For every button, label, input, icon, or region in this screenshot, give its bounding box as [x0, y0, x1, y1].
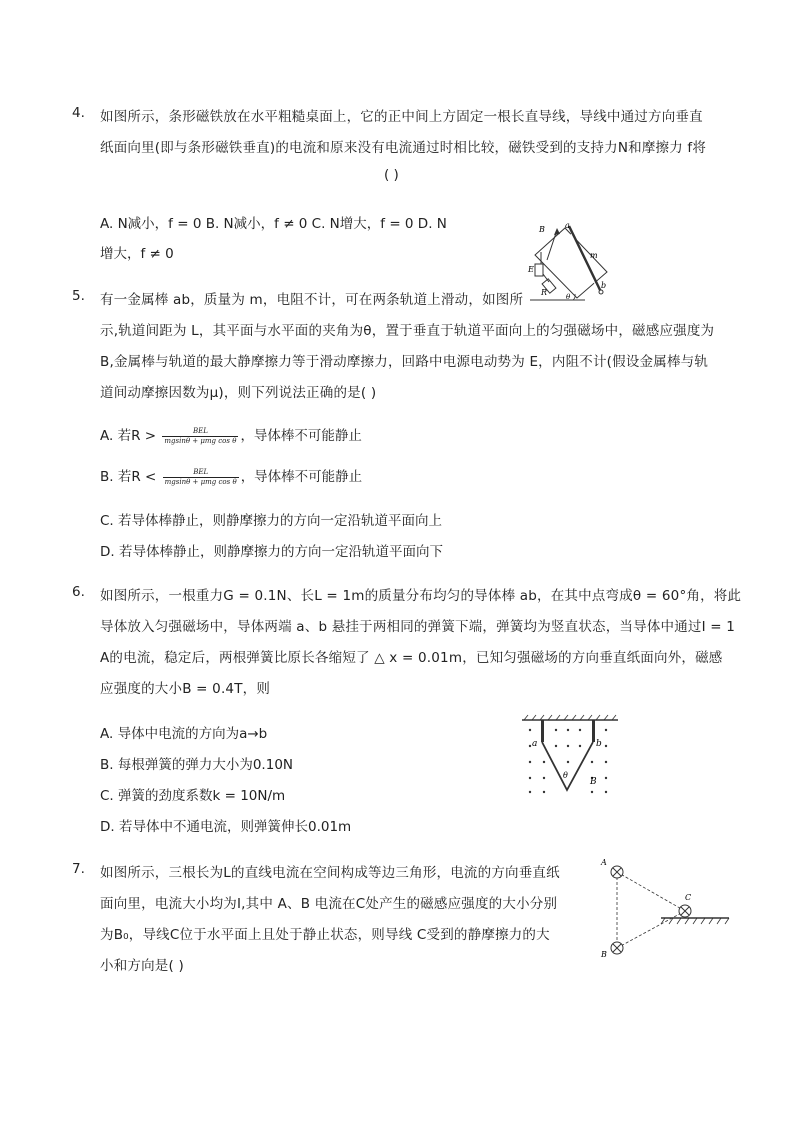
q6-stem-line4: 应强度的大小B = 0.4T，则 [100, 681, 271, 697]
q7-triangle-figure [597, 855, 732, 965]
fig-label-a: a [565, 221, 570, 230]
fig-label-b: b [596, 739, 602, 749]
fig-label-a: a [532, 739, 538, 749]
q6-number: 6. [72, 584, 85, 600]
fig-label-m: m [590, 251, 598, 260]
q4-stem-line2: 纸面向里(即与条形磁铁垂直)的电流和原来没有电流通过时相比较，磁铁受到的支持力N和摩擦力 f将 [100, 140, 707, 156]
q4-answer-bracket: ( ) [384, 167, 399, 183]
q4-number: 4. [72, 105, 85, 121]
fig-label-E: E [528, 265, 534, 274]
q5-stem-line1: 有一金属棒 ab，质量为 m，电阻不计，可在两条轨道上滑动，如图所 [100, 292, 524, 308]
q6-option-a: A. 导体中电流的方向为a→b [100, 726, 268, 742]
q5-option-a-prefix: A. 若R > [100, 428, 157, 444]
q6-stem-line1: 如图所示，一根重力G = 0.1N、长L = 1m的质量分布均匀的导体棒 ab，在其中点弯成θ = 60°角，将此 [100, 588, 742, 604]
q5-option-b-fraction: $\frac{\text{BEL}}{\text{mgsinθ + μmg cos θ}}$ [164, 467, 237, 486]
q5-option-a-text: ，导体棒不可能静止 [240, 428, 362, 444]
q5-number: 5. [72, 288, 85, 304]
q4-options-line1: A. N减小，f = 0 B. N减小，f ≠ 0 C. N增大，f = 0 D. N [100, 216, 447, 232]
fig-label-b: b [601, 281, 607, 290]
q5-stem-line4: 道间动摩擦因数为μ)，则下列说法正确的是( ) [100, 385, 377, 401]
fig-label-B: B [590, 777, 597, 787]
q6-option-c: C. 弹簧的劲度系数k = 10N/m [100, 788, 286, 804]
fig-label-B: B [539, 225, 545, 234]
q6-option-b: B. 每根弹簧的弹力大小为0.10N [100, 757, 294, 773]
fig-label-theta: θ [563, 771, 568, 780]
q5-rail-figure [525, 220, 615, 305]
q5-option-b-prefix: B. 若R < [100, 469, 157, 485]
q7-stem-line1: 如图所示，三根长为L的直线电流在空间构成等边三角形，电流的方向垂直纸 [100, 865, 560, 881]
q5-stem-line3: B,金属棒与轨道的最大静摩擦力等于滑动摩擦力，回路中电源电动势为 E，内阻不计(假设金属棒与轨 [100, 354, 709, 370]
fig-label-theta: θ [566, 293, 571, 301]
q5-option-a-fraction: $\frac{\text{BEL}}{\text{mgsinθ + μmg cos θ}}$ [164, 426, 237, 445]
q5-option-b-text: ，导体棒不可能静止 [240, 469, 363, 485]
q7-stem-line2: 面向里，电流大小均为I,其中 A、B 电流在C处产生的磁感应强度的大小分别 [100, 896, 558, 912]
q5-option-c: C. 若导体棒静止，则静摩擦力的方向一定沿轨道平面向上 [100, 513, 443, 529]
fig-label-B: B [601, 950, 607, 959]
fig-label-C: C [685, 893, 692, 902]
q6-stem-line2: 导体放入匀强磁场中，导体两端 a、b 悬挂于两相同的弹簧下端，弹簧均为竖直状态，当导体中通过I = 1 [100, 619, 736, 635]
q6-option-d: D. 若导体中不通电流，则弹簧伸长0.01m [100, 819, 352, 835]
fig-label-R: R [541, 288, 548, 297]
q5-option-a [100, 424, 362, 446]
q7-stem-line3: 为B₀，导线C位于水平面上且处于静止状态，则导线 C受到的静摩擦力的大 [100, 927, 550, 943]
q5-stem-line2: 示,轨道间距为 L，其平面与水平面的夹角为θ，置于垂直于轨道平面向上的匀强磁场中，磁感应强度为 [100, 323, 715, 339]
q7-stem-line4: 小和方向是( ) [100, 958, 184, 974]
q6-spring-figure [520, 714, 620, 796]
fig-label-A: A [601, 858, 607, 867]
q5-option-b [100, 465, 362, 487]
q7-number: 7. [72, 861, 85, 877]
q5-option-d: D. 若导体棒静止，则静摩擦力的方向一定沿轨道平面向下 [100, 544, 443, 560]
q4-options-line2: 增大，f ≠ 0 [100, 246, 174, 262]
q6-stem-line3: A的电流，稳定后，两根弹簧比原长各缩短了 △ x = 0.01m，已知匀强磁场的方向垂直纸面向外，磁感 [100, 650, 723, 666]
q4-stem-line1: 如图所示，条形磁铁放在水平粗糙桌面上，它的正中间上方固定一根长直导线，导线中通过方向垂直 [100, 109, 703, 125]
